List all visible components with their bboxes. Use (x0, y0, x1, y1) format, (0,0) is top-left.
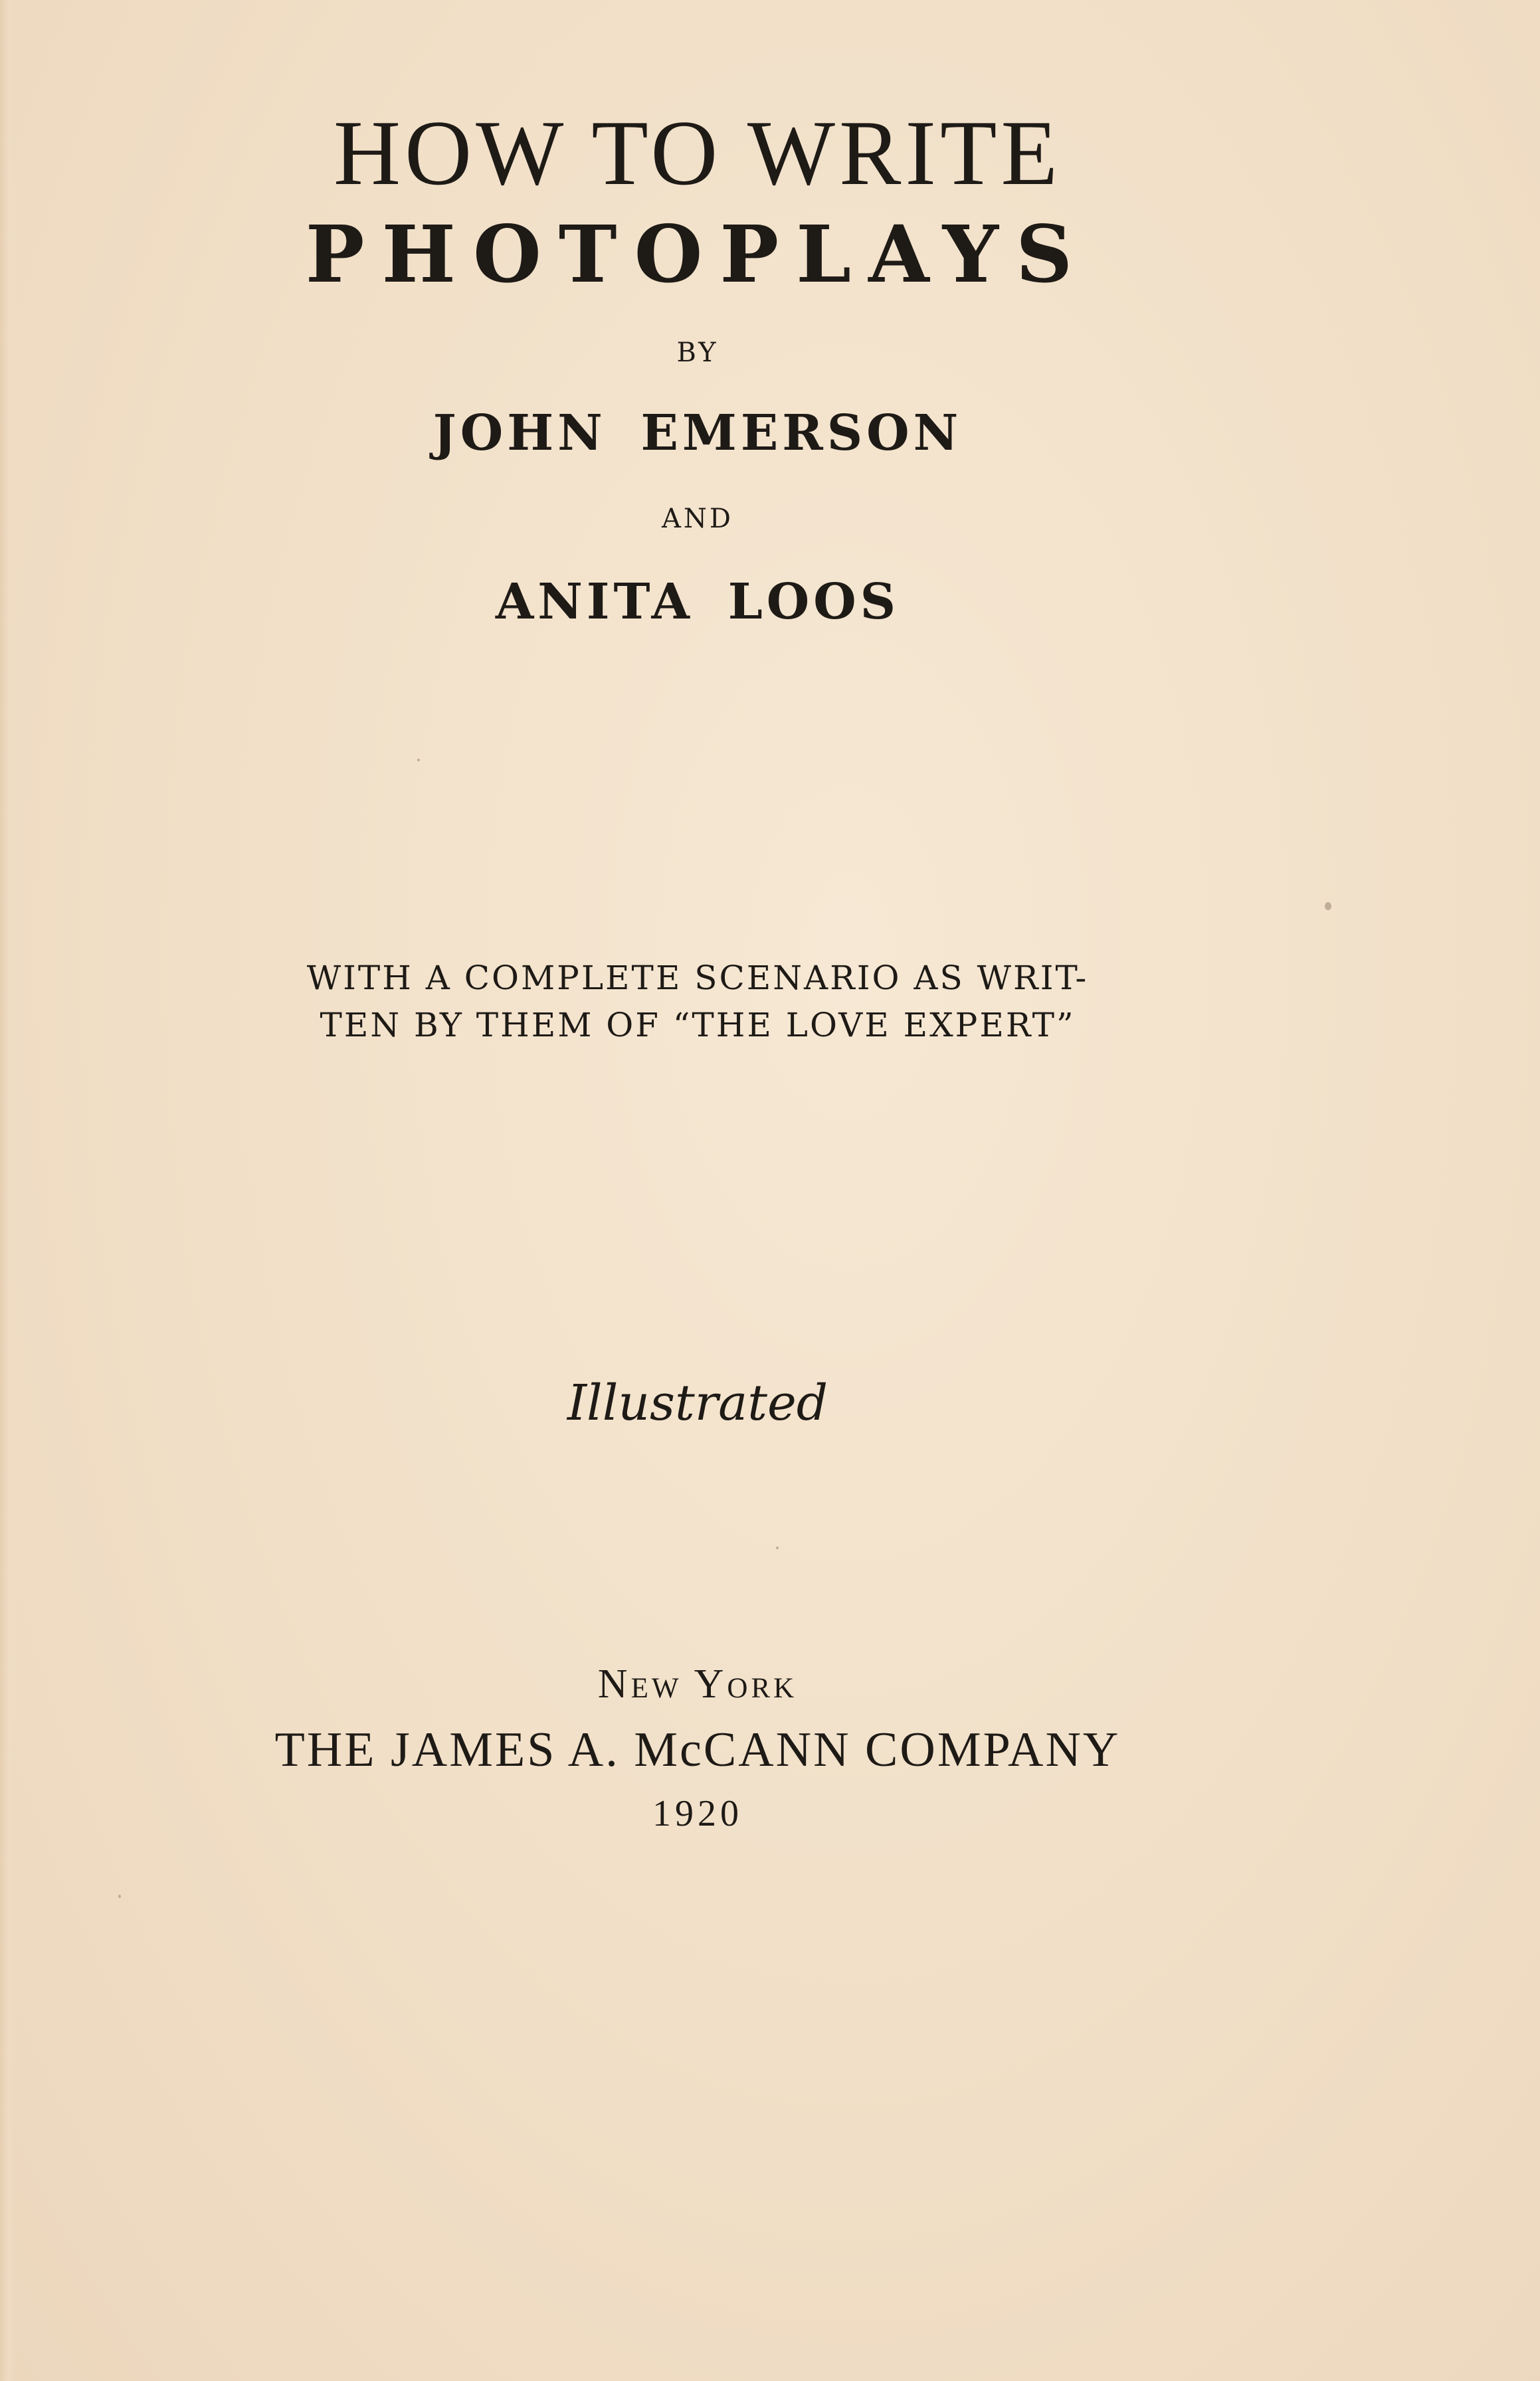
by-label: BY (676, 337, 719, 368)
paper-speck (1325, 902, 1331, 910)
publication-year: 1920 (652, 1793, 743, 1834)
subtitle-line-1: WITH A COMPLETE SCENARIO AS WRIT- (306, 959, 1089, 997)
subtitle-line-2: TEN BY THEM OF “THE LOVE EXPERT” (320, 1006, 1076, 1044)
paper-speck (776, 1547, 779, 1549)
paper-speck (417, 759, 420, 761)
paper-speck (118, 1895, 121, 1898)
and-label: AND (662, 504, 733, 534)
title-line-1: HOW TO WRITE (333, 102, 1062, 205)
publisher-city: New York (597, 1662, 798, 1707)
author-name-1: JOHN EMERSON (433, 405, 963, 462)
title-line-2: PHOTOPLAYS (305, 208, 1090, 300)
author-name-2: ANITA LOOS (495, 573, 900, 630)
illustrated-label: Illustrated (567, 1375, 828, 1432)
publisher-name: THE JAMES A. McCANN COMPANY (274, 1723, 1121, 1777)
